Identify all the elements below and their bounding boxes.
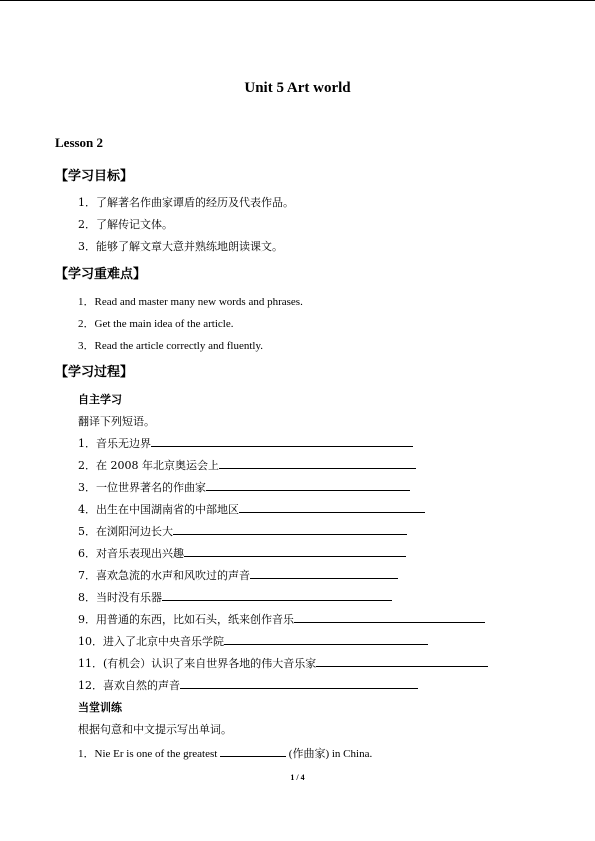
practice-instruction: 根据句意和中文提示写出单词。 xyxy=(78,723,232,736)
lesson-label: Lesson 2 xyxy=(55,135,104,150)
phrase-item xyxy=(78,677,418,693)
phrase-item xyxy=(78,611,485,627)
keypoints-heading: 【学习重难点】 xyxy=(55,267,147,282)
keypoint-item: 3．Read the article correctly and fluently. xyxy=(78,340,263,352)
question-text-after: (作曲家) in China. xyxy=(286,748,373,760)
practice-heading: 当堂训练 xyxy=(78,701,122,714)
page-number: 1 / 4 xyxy=(290,773,305,782)
phrase-item xyxy=(78,457,416,473)
phrase-text: 10．进入了北京中央音乐学院 xyxy=(78,635,224,648)
objective-item: 2．了解传记文体。 xyxy=(78,218,173,231)
answer-blank[interactable] xyxy=(316,655,488,667)
keypoint-item: 2．Get the main idea of the article. xyxy=(78,318,234,330)
answer-blank[interactable] xyxy=(219,457,416,469)
phrase-text: 2．在 2008 年北京奥运会上 xyxy=(78,459,219,472)
answer-blank[interactable] xyxy=(294,611,485,623)
question-text-before: 1．Nie Er is one of the greatest xyxy=(78,748,221,760)
phrase-item xyxy=(78,523,407,539)
answer-blank[interactable] xyxy=(224,633,428,645)
answer-blank[interactable] xyxy=(220,745,286,757)
answer-blank[interactable] xyxy=(184,545,406,557)
keypoint-item: 1．Read and master many new words and phrases. xyxy=(78,296,303,308)
phrase-text: 1．音乐无边界 xyxy=(78,437,151,450)
phrase-item xyxy=(78,479,410,495)
answer-blank[interactable] xyxy=(162,589,392,601)
phrase-text: 12．喜欢自然的声音 xyxy=(78,679,180,692)
page-top-border xyxy=(0,0,595,1)
self-study-heading: 自主学习 xyxy=(78,393,122,406)
phrase-text: 7．喜欢急流的水声和风吹过的声音 xyxy=(78,569,250,582)
process-heading: 【学习过程】 xyxy=(55,365,134,380)
phrase-text: 3．一位世界著名的作曲家 xyxy=(78,481,206,494)
phrase-text: 9．用普通的东西，比如石头，纸来创作音乐 xyxy=(78,613,294,626)
phrase-item xyxy=(78,545,406,561)
answer-blank[interactable] xyxy=(250,567,398,579)
phrase-text: 8．当时没有乐器 xyxy=(78,591,162,604)
phrase-item xyxy=(78,501,425,517)
document-title: Unit 5 Art world xyxy=(244,80,351,96)
objectives-heading: 【学习目标】 xyxy=(55,169,134,184)
phrase-item xyxy=(78,633,428,649)
answer-blank[interactable] xyxy=(173,523,407,535)
answer-blank[interactable] xyxy=(151,435,413,447)
phrase-item xyxy=(78,567,398,583)
phrase-item xyxy=(78,589,392,605)
phrase-item xyxy=(78,435,413,451)
objective-item: 3．能够了解文章大意并熟练地朗读课文。 xyxy=(78,240,283,253)
phrase-text: 4．出生在中国湖南省的中部地区 xyxy=(78,503,239,516)
answer-blank[interactable] xyxy=(180,677,418,689)
answer-blank[interactable] xyxy=(239,501,425,513)
phrase-text: 11．(有机会）认识了来自世界各地的伟大音乐家 xyxy=(78,657,317,670)
answer-blank[interactable] xyxy=(206,479,410,491)
objective-item: 1．了解著名作曲家谭盾的经历及代表作品。 xyxy=(78,196,294,209)
phrase-text: 6．对音乐表现出兴趣 xyxy=(78,547,184,560)
phrase-text: 5．在浏阳河边长大 xyxy=(78,525,173,538)
practice-question xyxy=(78,745,372,761)
self-study-instruction: 翻译下列短语。 xyxy=(78,415,155,428)
phrase-item xyxy=(78,655,488,671)
